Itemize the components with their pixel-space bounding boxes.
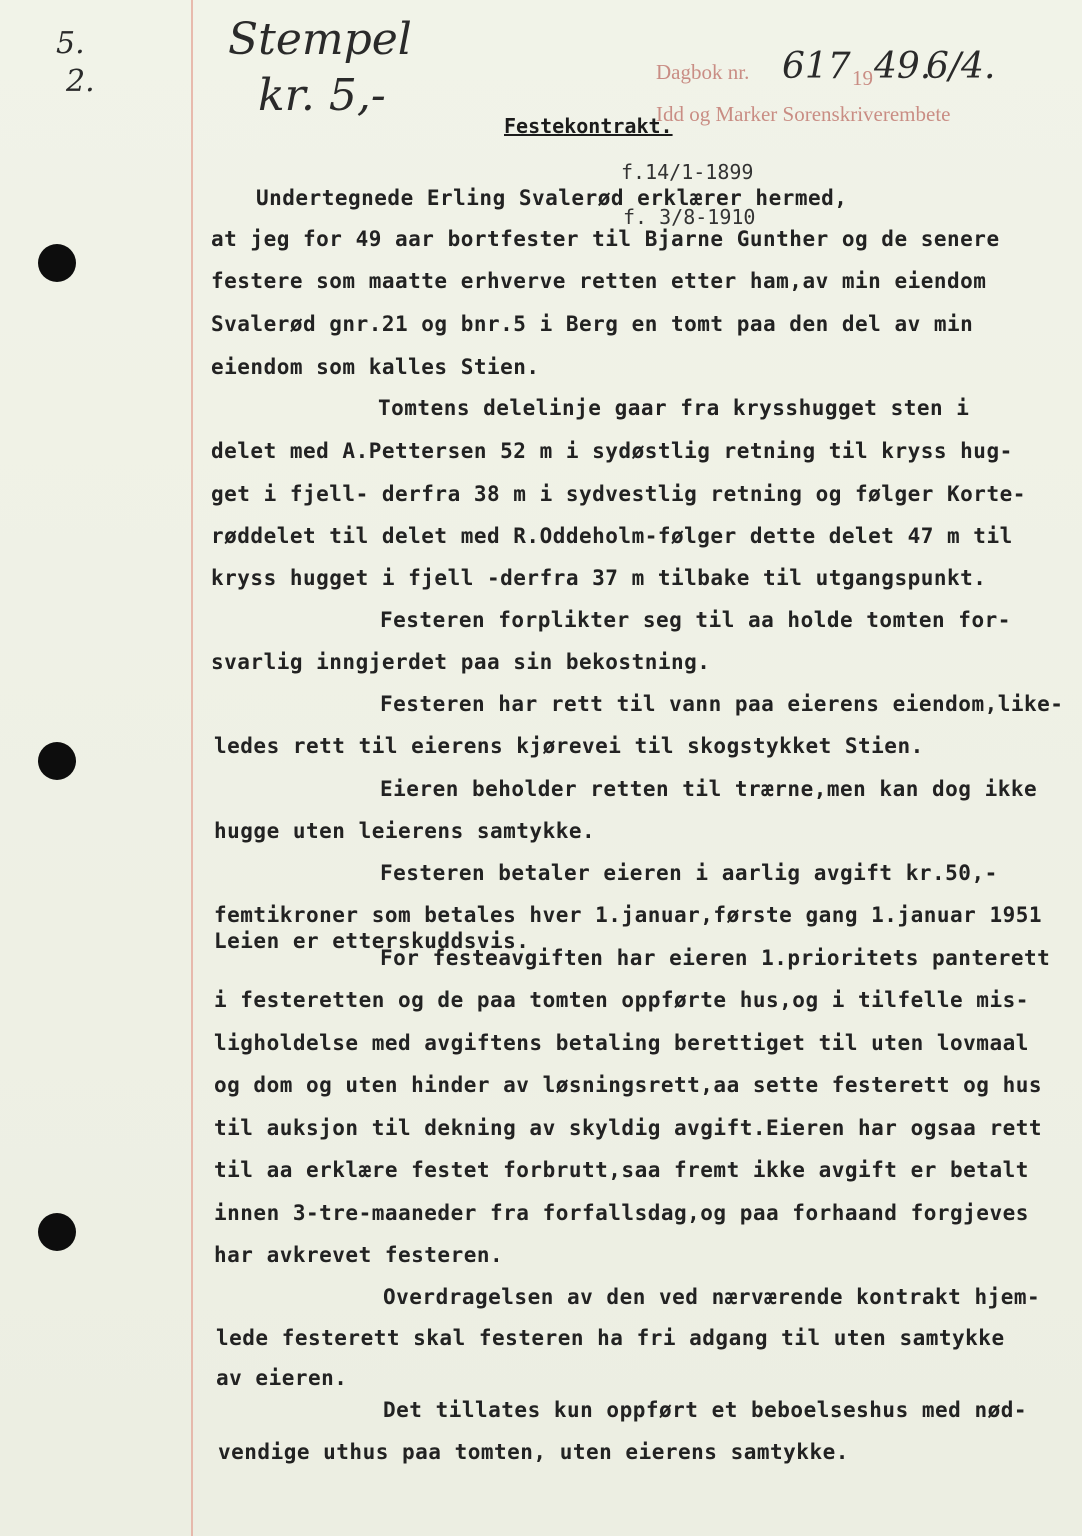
text-line: og dom og uten hinder av løsningsrett,aa sette festerett og hus	[214, 1073, 1043, 1097]
text-line: av eieren.	[216, 1366, 348, 1390]
text-line: eiendom som kalles Stien.	[211, 355, 540, 379]
text-line: femtikroner som betales hver 1.januar,første gang 1.januar 1951	[214, 903, 1043, 927]
text-line: til aa erklære festet forbrutt,saa fremt ikke avgift er betalt	[214, 1158, 1029, 1182]
text-line: hugge uten leierens samtykke.	[214, 819, 596, 843]
text-line: For festeavgiften har eieren 1.prioritets panterett	[380, 946, 1051, 970]
text-line: innen 3-tre-maaneder fra forfallsdag,og paa forhaand forgjeves	[214, 1201, 1029, 1225]
text-line: at jeg for 49 aar bortfester til Bjarne Gunther og de senere	[211, 227, 1000, 251]
text-line: Eieren beholder retten til trærne,men kan dog ikke	[380, 777, 1038, 801]
punch-hole-bottom	[38, 1213, 76, 1251]
stamp-date: 6/4.	[926, 46, 996, 87]
text-line: Svalerød gnr.21 og bnr.5 i Berg en tomt paa den del av min	[211, 312, 974, 336]
text-line: svarlig inngjerdet paa sin bekostning.	[211, 650, 711, 674]
stamp-year: 49.	[874, 46, 932, 87]
text-line: delet med A.Pettersen 52 m i sydøstlig retning til kryss hug-	[211, 439, 1013, 463]
stamp-dagbok-number: 617	[782, 46, 851, 87]
document-title: Festekontrakt.	[504, 114, 673, 138]
stamp-century: 19	[852, 66, 873, 90]
text-line: ligholdelse med avgiftens betaling berettiget til uten lovmaal	[214, 1031, 1029, 1055]
text-line: Det tillates kun oppført et beboelseshus med nød-	[383, 1398, 1028, 1422]
annotation-birth-erling: f.14/1-1899	[621, 160, 754, 184]
text-line: lede festerett skal festeren ha fri adgang til uten samtykke	[216, 1326, 1005, 1350]
punch-hole-top	[38, 244, 76, 282]
text-line: kryss hugget i fjell -derfra 37 m tilbake til utgangspunkt.	[211, 566, 987, 590]
text-line: ledes rett til eierens kjørevei til skogstykket Stien.	[214, 734, 924, 758]
margin-note-2: 2.	[66, 64, 95, 99]
text-line: har avkrevet festeren.	[214, 1243, 504, 1267]
stempel-amount: kr. 5,-	[258, 70, 386, 121]
stamp-office: Idd og Marker Sorenskriverembete	[656, 102, 951, 126]
text-line: i festeretten og de paa tomten oppførte hus,og i tilfelle mis-	[214, 988, 1029, 1012]
text-line: Undertegnede Erling Svalerød erklærer hermed,	[256, 186, 848, 210]
text-line: vendige uthus paa tomten, uten eierens samtykke.	[218, 1440, 849, 1464]
text-line: festere som maatte erhverve retten etter ham,av min eiendom	[211, 269, 987, 293]
stamp-dagbok-label: Dagbok nr.	[656, 60, 750, 84]
margin-rule	[191, 0, 193, 1536]
text-line: Festeren betaler eieren i aarlig avgift kr.50,-	[380, 861, 998, 885]
margin-note-1: 5.	[56, 26, 85, 61]
text-line: Leien er etterskuddsvis.	[214, 929, 530, 953]
text-line: Festeren forplikter seg til aa holde tomten for-	[380, 608, 1011, 632]
text-line: get i fjell- derfra 38 m i sydvestlig retning og følger Korte-	[211, 482, 1026, 506]
text-line: røddelet til delet med R.Oddeholm-følger dette delet 47 m til	[211, 524, 1013, 548]
text-line: til auksjon til dekning av skyldig avgift.Eieren har ogsaa rett	[214, 1116, 1043, 1140]
text-line: Overdragelsen av den ved nærværende kontrakt hjem-	[383, 1285, 1041, 1309]
stempel-note: Stempel	[228, 14, 412, 65]
punch-hole-middle	[38, 742, 76, 780]
text-line: Festeren har rett til vann paa eierens eiendom,like-	[380, 692, 1064, 716]
text-line: Tomtens delelinje gaar fra krysshugget sten i	[378, 396, 970, 420]
annotation-birth-bjarne: f. 3/8-1910	[623, 205, 756, 229]
